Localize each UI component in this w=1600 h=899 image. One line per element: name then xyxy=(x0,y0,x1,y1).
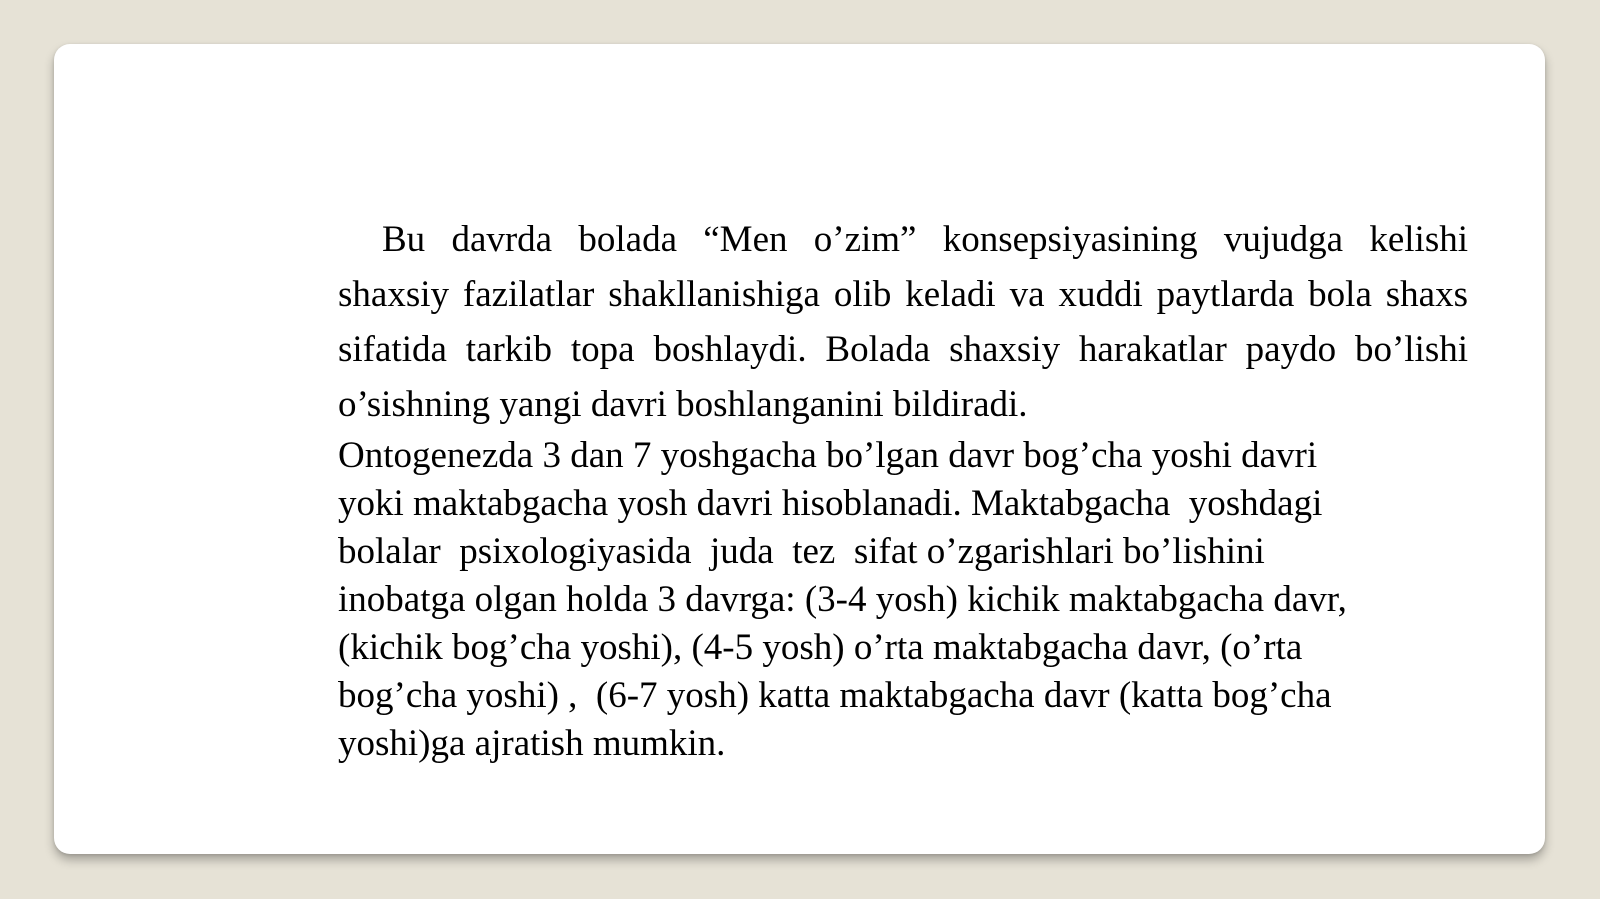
slide-card xyxy=(54,44,1545,854)
paragraph-2-line: yoki maktabgacha yosh davri hisoblanadi. Maktabgacha yoshdagi xyxy=(338,483,1323,524)
paragraph-2-line: yoshi)ga ajratish mumkin. xyxy=(338,723,726,764)
paragraph-2-line: Ontogenezda 3 dan 7 yoshgacha bo’lgan davr bog’cha yoshi davri xyxy=(338,435,1318,476)
paragraph-2-line: bog’cha yoshi) , (6-7 yosh) katta maktabgacha davr (katta bog’cha xyxy=(338,675,1332,716)
paragraph-2 xyxy=(338,432,1468,768)
paragraph-2-line: bolalar psixologiyasida juda tez sifat o’zgarishlari bo’lishini xyxy=(338,531,1265,572)
slide-text-body xyxy=(338,212,1468,768)
paragraph-2-line: inobatga olgan holda 3 davrga: (3-4 yosh) kichik maktabgacha davr, xyxy=(338,579,1347,620)
paragraph-2-line: (kichik bog’cha yoshi), (4-5 yosh) o’rta maktabgacha davr, (o’rta xyxy=(338,627,1303,668)
paragraph-1: Bu davrda bolada “Men o’zim” konsepsiyasining vujudga kelishi shaxsiy fazilatlar shakllanishiga olib keladi va xuddi paytlarda bola shaxs sifatida tarkib topa boshlaydi. Bolada shaxsiy harakatlar paydo bo’lishi o’sishning yangi davri boshlanganini bildiradi. xyxy=(338,219,1468,425)
